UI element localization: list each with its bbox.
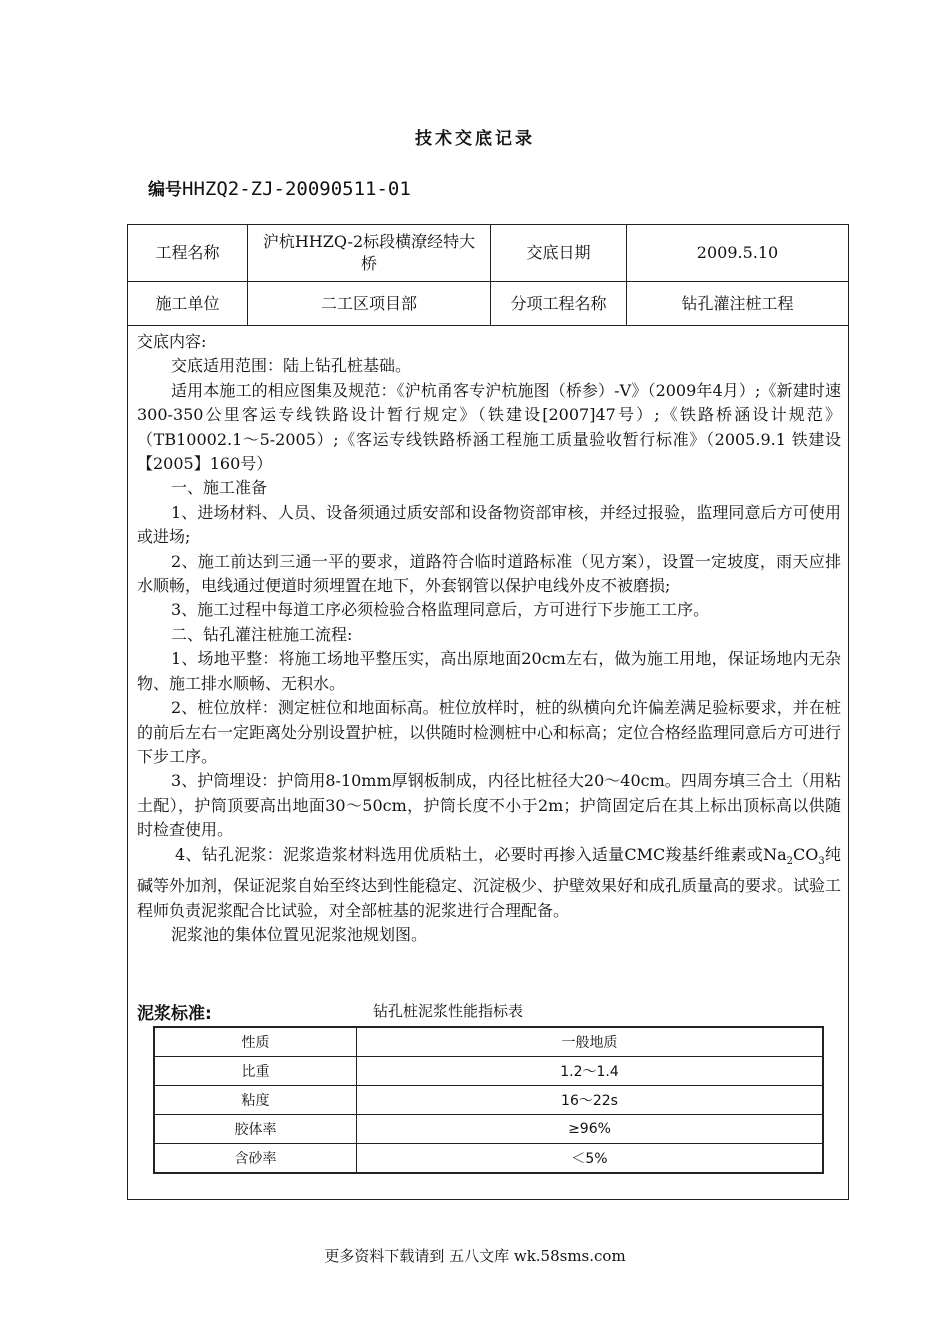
sub-project-value: 钻孔灌注桩工程 [681,293,794,313]
date-label: 交底日期 [491,225,627,281]
slurry-pool-note: 泥浆池的集体位置见泥浆池规划图。 [171,924,428,944]
sub-project-label: 分项工程名称 [491,282,627,325]
table-row [154,1086,823,1115]
table-row [154,1115,823,1144]
scope-paragraph: 交底适用范围：陆上钻孔桩基础。 [171,356,412,376]
prep-item-1: 1、进场材料、人员、设备须通过质安部和设备物资部审核，并经过报验，监理同意后方可使用或进场; [137,502,841,547]
prep-item-2: 2、施工前达到三通一平的要求，道路符合临时道路标准（见方案），设置一定坡度，雨天应排水顺畅，电线通过便道时须埋置在地下，外套钢管以保护电线外皮不被磨损; [137,551,841,596]
slurry-table-caption: 钻孔桩泥浆性能指标表 [373,1002,524,1020]
number-value: HHZQ2-ZJ-20090511-01 [182,178,411,200]
footer-note: 更多资料下载请到 五八文库 wk.58sms.com [324,1247,626,1265]
document-number [148,175,411,200]
value-cell: 一般地质 [357,1027,824,1057]
value-cell: ＜5% [357,1144,824,1174]
unit-value: 二工区项目部 [248,282,491,325]
property-cell: 粘度 [154,1086,357,1115]
document-title: 技术交底记录 [415,129,535,149]
content-heading: 交底内容: [137,332,207,351]
disclosure-table [127,224,849,1200]
number-label: 编号 [148,180,182,200]
header-row-unit [128,282,848,326]
unit-label: 施工单位 [128,282,248,325]
process-item-4-part-c: 纯碱等外加剂，保证泥浆自始至终达到性能稳定、沉淀极少、护壁效果好和成孔质量高的要求。试验工程师负责泥浆配合比试验，对全部桩基的泥浆进行合理配备。 [137,844,842,920]
property-cell: 胶体率 [154,1115,357,1144]
slurry-standard-label: 泥浆标准: [137,1004,212,1024]
section-heading-process: 二、钻孔灌注桩施工流程: [171,624,353,644]
property-cell: 比重 [154,1057,357,1086]
date-value: 2009.5.10 [696,243,779,262]
section-heading-preparation: 一、施工准备 [171,478,268,498]
process-item-2: 2、桩位放样：测定桩位和地面标高。桩位放样时，桩的纵横向允许偏差满足验标要求，并在桩的前后左右一定距离处分别设置护桩，以供随时检测桩中心和标高；定位合格经监理同意后方可进行下步工序。 [137,698,842,766]
value-cell: ≥96% [357,1115,824,1144]
subscript-2: 2 [786,855,793,867]
slurry-performance-table [153,1026,824,1174]
property-cell: 性质 [154,1027,357,1057]
project-name-label: 工程名称 [128,225,248,281]
subscript-3: 3 [818,855,825,867]
property-cell: 含砂率 [154,1144,357,1174]
disclosure-content [137,330,841,947]
prep-item-3: 3、施工过程中每道工序必须检验合格监理同意后，方可进行下步施工工序。 [171,600,710,620]
table-row [154,1144,823,1174]
table-row [154,1057,823,1086]
process-item-4-part-a: 4、钻孔泥浆：泥浆造浆材料选用优质粘土，必要时再掺入适量CMC羧基纤维素或Na [175,844,787,864]
table-row [154,1027,823,1057]
value-cell: 16～22s [357,1086,824,1115]
process-item-1: 1、场地平整：将施工场地平整压实，高出原地面20cm左右，做为施工用地，保证场地内无杂物、施工排水顺畅、无积水。 [137,649,841,693]
process-item-4-part-b: CO [793,844,819,864]
process-item-4 [137,843,841,923]
slurry-standard-header [137,999,841,1023]
process-item-3: 3、护筒埋设：护筒用8-10mm厚钢板制成，内径比桩径大20～40cm。四周夯填三合土（用粘土配），护筒顶要高出地面30～50cm，护筒长度不小于2m；护筒固定后在其上标出顶标高以供随时检查使用。 [137,771,841,840]
project-name-value: 沪杭HHZQ-2标段横潦经特大桥 [248,225,491,281]
value-cell: 1.2～1.4 [357,1057,824,1086]
standards-paragraph: 适用本施工的相应图集及规范：《沪杭甬客专沪杭施图（桥参）-Ⅴ》（2009年4月）;《新建时速300-350公里客运专线铁路设计暂行规定》（铁建设[2007]47号）;《铁路桥涵设计规范》（TB10002.1～5-2005）;《客运专线铁路桥涵工程施工质量验收暂行标准》（2005.9.1 铁建设【2005】160号） [137,380,841,474]
header-row-project [128,225,848,282]
